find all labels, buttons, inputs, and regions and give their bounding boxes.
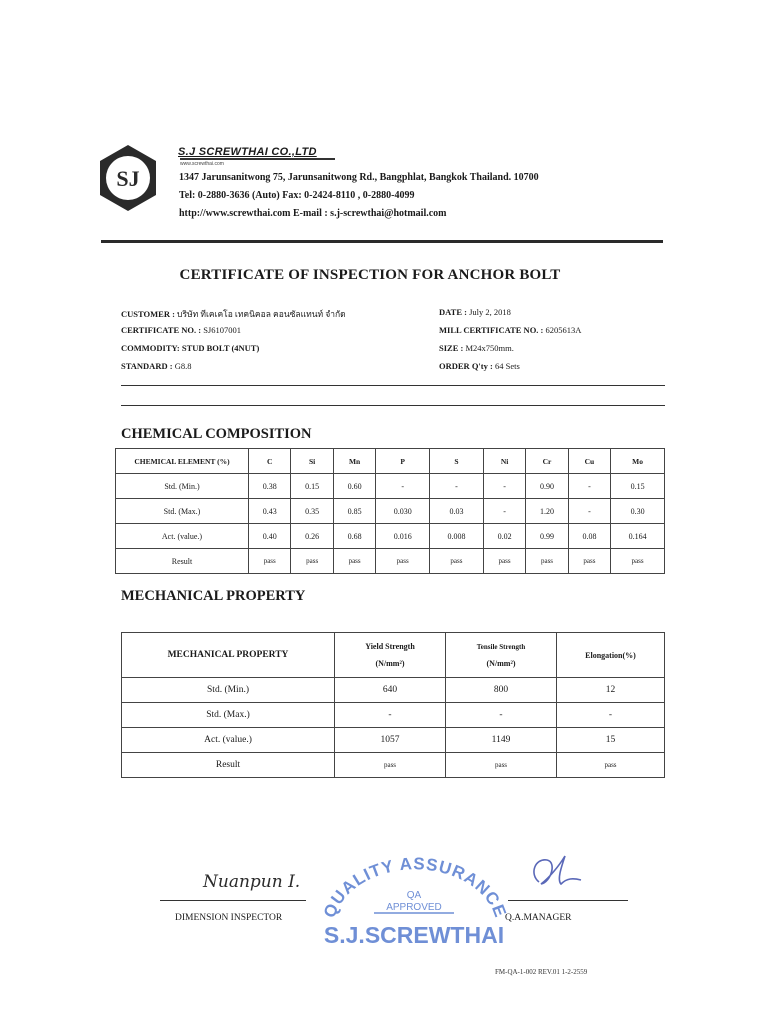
tensile-strength-unit: (N/mm²) [486, 658, 516, 668]
mech-header-cell [446, 633, 557, 678]
table-cell: Act. (value.) [122, 728, 335, 753]
commodity-line [121, 343, 259, 353]
chemical-composition-table [115, 448, 665, 574]
yield-strength-label: Yield Strength [365, 642, 415, 651]
order-qty-label: ORDER Q'ty : [439, 361, 493, 371]
table-cell: pass [526, 549, 568, 574]
table-cell: pass [335, 753, 446, 778]
table-cell: 0.164 [611, 524, 665, 549]
qa-manager-label: Q.A.MANAGER [505, 913, 572, 923]
standard-value: G8.8 [174, 361, 192, 371]
mech-header-cell: Elongation(%) [557, 633, 665, 678]
table-cell: 0.35 [291, 499, 333, 524]
table-cell: 1057 [335, 728, 446, 753]
table-cell: 640 [335, 678, 446, 703]
size-value: M24x750mm. [465, 343, 514, 353]
table-cell: Std. (Min.) [122, 678, 335, 703]
table-cell: 0.60 [333, 474, 375, 499]
mechanical-property-table [121, 632, 665, 778]
table-cell: 1.20 [526, 499, 568, 524]
table-cell: 0.016 [376, 524, 430, 549]
table-cell: pass [483, 549, 525, 574]
table-row [122, 678, 665, 703]
customer-line [121, 307, 346, 321]
table-cell: 0.15 [291, 474, 333, 499]
table-cell: pass [291, 549, 333, 574]
table-cell: 15 [557, 728, 665, 753]
standard-line [121, 361, 191, 371]
table-cell: 0.02 [483, 524, 525, 549]
mechanical-header-row [122, 633, 665, 678]
header-divider [101, 240, 663, 243]
certificate-line [121, 325, 241, 335]
info-divider-1 [121, 385, 665, 386]
date-line [439, 307, 511, 317]
document-title: CERTIFICATE OF INSPECTION FOR ANCHOR BOLT [179, 267, 561, 283]
table-cell: 0.40 [249, 524, 291, 549]
table-cell: 0.38 [249, 474, 291, 499]
company-phone: Tel: 0-2880-3636 (Auto) Fax: 0-2424-8110 , 0-2880-4099 [179, 190, 415, 201]
table-cell: - [483, 499, 525, 524]
table-cell: 0.08 [568, 524, 610, 549]
company-address: 1347 Jarunsanitwong 75, Jarunsanitwong Rd., Bangphlat, Bangkok Thailand. 10700 [179, 172, 539, 183]
certificate-value: SJ6107001 [203, 325, 241, 335]
yield-strength-unit: (N/mm²) [375, 659, 405, 668]
table-cell: - [483, 474, 525, 499]
chem-header-cell: Cr [526, 449, 568, 474]
table-cell: 0.30 [611, 499, 665, 524]
table-cell: Result [122, 753, 335, 778]
table-cell: pass [557, 753, 665, 778]
certificate-label: CERTIFICATE NO. : [121, 325, 202, 335]
chem-header-cell: C [249, 449, 291, 474]
mech-header-cell [335, 633, 446, 678]
table-cell: pass [568, 549, 610, 574]
chem-header-cell: Ni [483, 449, 525, 474]
inspector-signature-line [160, 900, 306, 901]
date-label: DATE : [439, 307, 467, 317]
table-cell: 0.15 [611, 474, 665, 499]
info-divider-2 [121, 405, 665, 406]
table-row [122, 753, 665, 778]
chem-header-cell: Si [291, 449, 333, 474]
logo-text: SJ [116, 166, 140, 191]
chemical-header-row [116, 449, 665, 474]
table-row [116, 524, 665, 549]
table-cell: - [335, 703, 446, 728]
size-label: SIZE : [439, 343, 464, 353]
qa-approved-stamp [312, 848, 517, 948]
customer-value: บริษัท ทีเคเคโอ เทคนิคอล คอนซัลแทนท์ จำกัด [177, 309, 346, 319]
chem-header-cell: P [376, 449, 430, 474]
table-row [116, 549, 665, 574]
table-cell: pass [333, 549, 375, 574]
mech-header-cell: MECHANICAL PROPERTY [122, 633, 335, 678]
chem-header-cell: Cu [568, 449, 610, 474]
table-cell: 0.68 [333, 524, 375, 549]
table-cell: pass [376, 549, 430, 574]
table-cell: Result [116, 549, 249, 574]
mill-certificate-label: MILL CERTIFICATE NO. : [439, 325, 544, 335]
table-cell: Std. (Min.) [116, 474, 249, 499]
table-cell: 0.85 [333, 499, 375, 524]
table-row [122, 703, 665, 728]
table-cell: Std. (Max.) [116, 499, 249, 524]
inspector-signature: Nuanpun I. [203, 872, 301, 892]
table-cell: 1149 [446, 728, 557, 753]
mill-certificate-value: 6205613A [545, 325, 582, 335]
table-cell: - [568, 474, 610, 499]
mechanical-section-title: MECHANICAL PROPERTY [121, 588, 306, 604]
table-cell: 0.030 [376, 499, 430, 524]
table-cell: 0.008 [430, 524, 484, 549]
chem-header-cell: Mo [611, 449, 665, 474]
table-cell: Act. (value.) [116, 524, 249, 549]
table-cell: Std. (Max.) [122, 703, 335, 728]
table-cell: 0.03 [430, 499, 484, 524]
chemical-section-title: CHEMICAL COMPOSITION [121, 426, 312, 442]
inspector-label: DIMENSION INSPECTOR [175, 913, 283, 923]
mill-certificate-line [439, 325, 581, 335]
table-row [116, 499, 665, 524]
form-number: FM-QA-1-002 REV.01 1-2-2559 [495, 968, 588, 976]
table-cell: 0.90 [526, 474, 568, 499]
table-cell: - [568, 499, 610, 524]
chem-header-cell: Mn [333, 449, 375, 474]
standard-label: STANDARD : [121, 361, 173, 371]
order-qty-value: 64 Sets [494, 361, 520, 371]
stamp-qa-text: QA [406, 890, 422, 901]
table-row [122, 728, 665, 753]
table-cell: 800 [446, 678, 557, 703]
table-cell: - [430, 474, 484, 499]
table-cell: pass [446, 753, 557, 778]
table-cell: 0.99 [526, 524, 568, 549]
customer-label: CUSTOMER : [121, 309, 175, 319]
commodity-value: STUD BOLT (4NUT) [181, 343, 260, 353]
order-qty-line [439, 361, 520, 371]
company-tagline: www.screwthai.com [180, 158, 335, 167]
company-name: S.J SCREWTHAI CO.,LTD [178, 146, 317, 158]
tensile-strength-label: Tensile Strength [476, 642, 526, 651]
commodity-label: COMMODITY: [121, 343, 180, 353]
chem-header-cell: S [430, 449, 484, 474]
table-cell: - [446, 703, 557, 728]
stamp-bottom-text: S.J.SCREWTHAI [323, 922, 505, 948]
date-value: July 2, 2018 [469, 307, 511, 317]
stamp-approved-text: APPROVED [386, 902, 442, 913]
table-cell: 0.26 [291, 524, 333, 549]
qa-manager-signature [525, 852, 585, 896]
table-cell: - [376, 474, 430, 499]
table-cell: - [557, 703, 665, 728]
company-web-email: http://www.screwthai.com E-mail : s.j-screwthai@hotmail.com [179, 208, 447, 219]
chem-header-cell: CHEMICAL ELEMENT (%) [116, 449, 249, 474]
table-cell: 12 [557, 678, 665, 703]
table-cell: 0.43 [249, 499, 291, 524]
table-cell: pass [249, 549, 291, 574]
qa-manager-signature-line [508, 900, 628, 901]
table-cell: pass [430, 549, 484, 574]
stamp-top-text: QUALITY ASSURANCE [319, 854, 511, 921]
table-cell: pass [611, 549, 665, 574]
company-logo [97, 143, 159, 213]
table-row [116, 474, 665, 499]
size-line [439, 343, 514, 353]
